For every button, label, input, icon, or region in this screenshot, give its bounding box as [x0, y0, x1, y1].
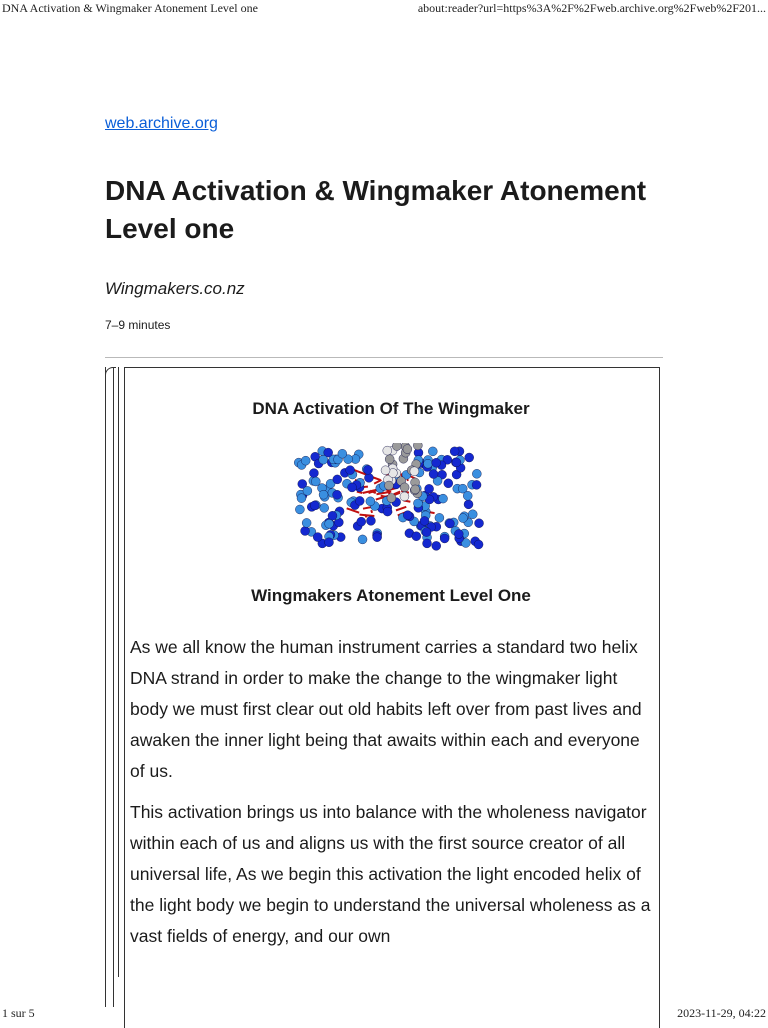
content-frame-corner: [105, 367, 116, 378]
article-paragraph-2: This activation brings us into balance with the wholeness navigator within each of us and aligns us with the first source creator of all universal life, As we begin this activation the light encoded helix of the light body we begin to understand the universal wholeness as a vast fields of energy, and our own: [130, 797, 652, 952]
content-frame-inner-border-2: [118, 367, 119, 977]
content-frame-inner-border: [113, 367, 114, 1007]
article-paragraph-1: As we all know the human instrument carries a standard two helix DNA strand in order to make the change to the wingmaker light body we must first clear out old habits left over from past lives and awaken the inner light being that awaits within each and everyone of us.: [130, 632, 652, 787]
reading-time: 7–9 minutes: [105, 318, 170, 332]
print-page-url: about:reader?url=https%3A%2F%2Fweb.archive.org%2Fweb%2F201...: [418, 1, 766, 16]
header-divider: [105, 357, 663, 358]
print-datetime: 2023-11-29, 04:22: [677, 1006, 766, 1021]
dna-molecule-image: [293, 443, 489, 553]
article-byline: Wingmakers.co.nz: [105, 279, 245, 299]
dna-molecule-atoms: [294, 443, 483, 550]
print-footer: [0, 1006, 768, 1024]
article-title: DNA Activation & Wingmaker Atonement Level one: [105, 172, 663, 248]
source-domain-link[interactable]: web.archive.org: [105, 115, 218, 133]
print-header: [0, 0, 768, 16]
section-heading-atonement-level-one: Wingmakers Atonement Level One: [124, 586, 658, 606]
print-page-number: 1 sur 5: [2, 1006, 35, 1021]
section-heading-dna-activation: DNA Activation Of The Wingmaker: [124, 399, 658, 419]
print-page-title: DNA Activation & Wingmaker Atonement Level one: [2, 1, 258, 16]
